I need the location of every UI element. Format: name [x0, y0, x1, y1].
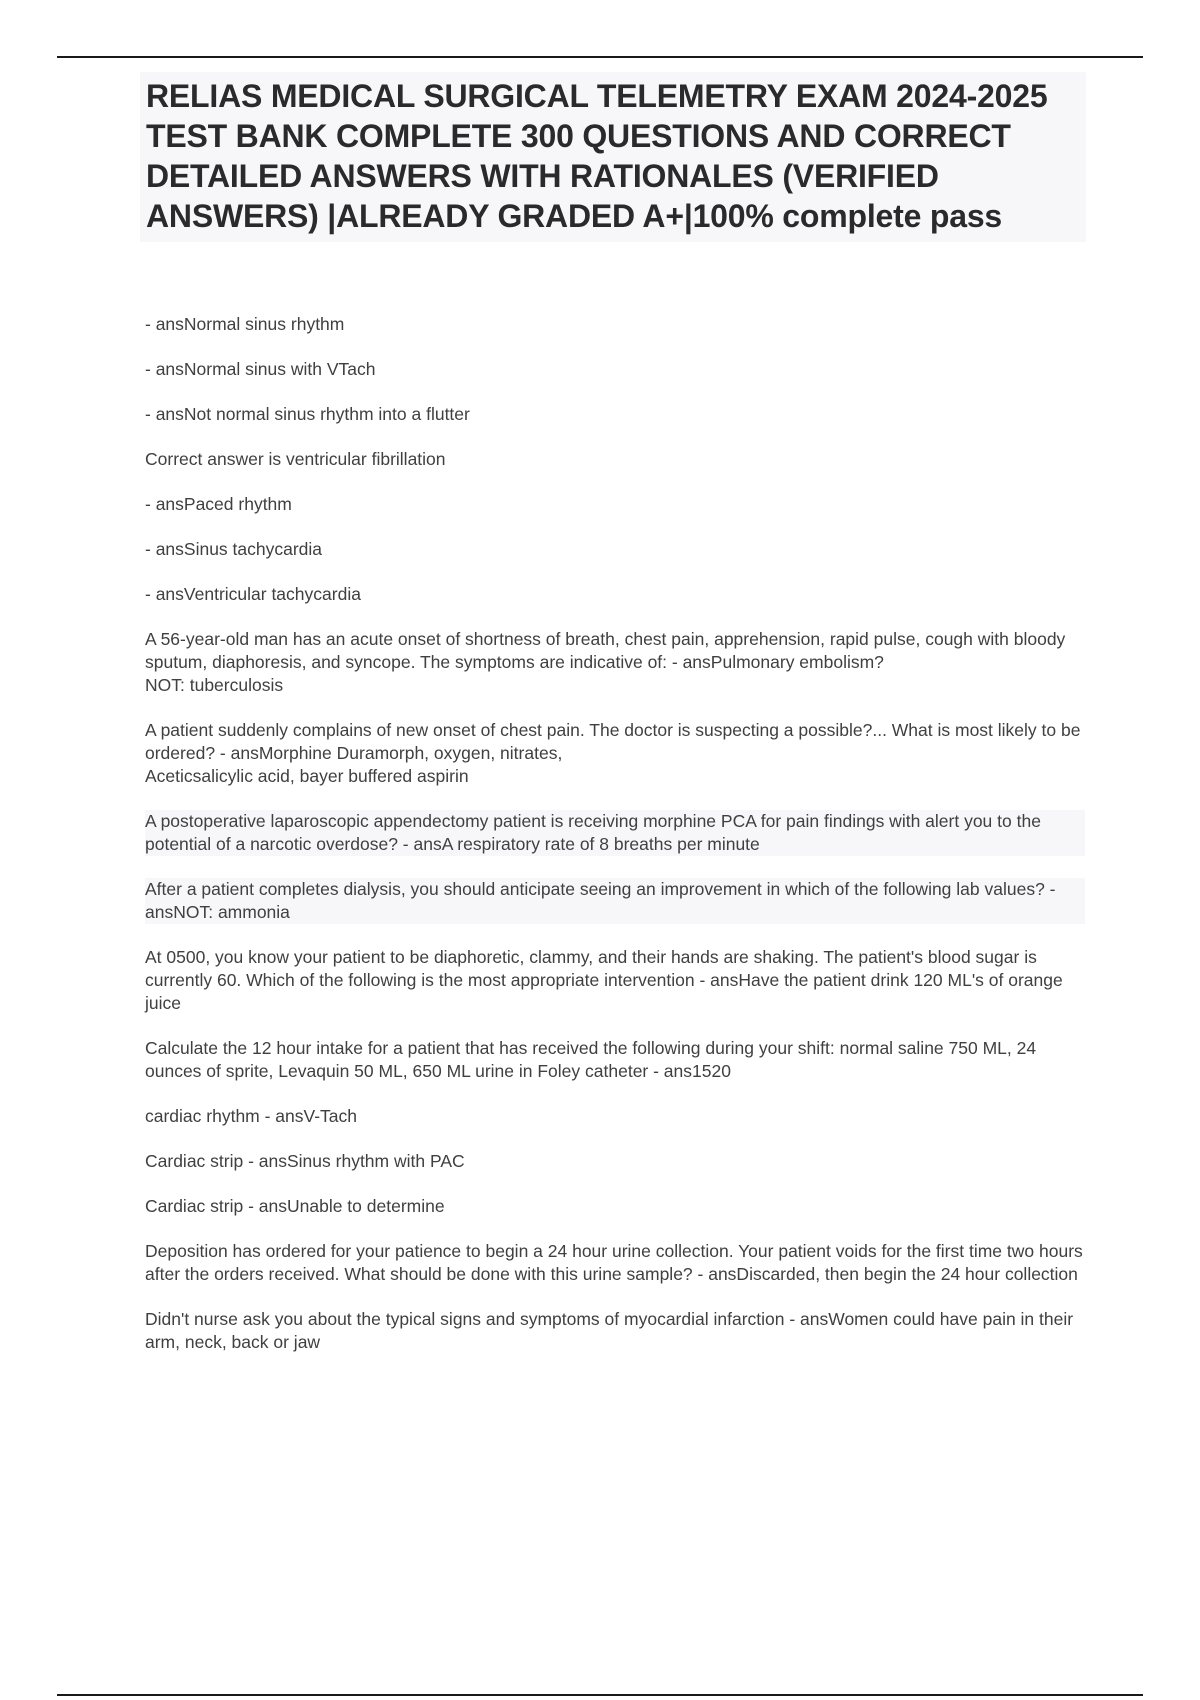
bottom-rule	[57, 1694, 1143, 1696]
qa-list	[145, 313, 1085, 1376]
qa-entry-14: cardiac rhythm - ansV-Tach	[145, 1106, 358, 1126]
qa-entry-3: - ansNot normal sinus rhythm into a flutter	[145, 404, 470, 424]
qa-entry-6: - ansSinus tachycardia	[145, 539, 323, 559]
qa-entry-7: - ansVentricular tachycardia	[145, 584, 361, 604]
qa-entry-4: Correct answer is ventricular fibrillation	[145, 449, 446, 469]
qa-entry-8: A 56-year-old man has an acute onset of shortness of breath, chest pain, apprehension, rapid pulse, cough with bloody sputum, diaphoresis, and syncope. The symptoms are indicative of: - ansPulmonary embolism? NOT: tuberculosis	[145, 629, 1066, 695]
document-title: RELIAS MEDICAL SURGICAL TELEMETRY EXAM 2024-2025 TEST BANK COMPLETE 300 QUESTIONS AND CORRECT DETAILED ANSWERS WITH RATIONALES (VERIFIED ANSWERS) |ALREADY GRADED A+|100% complete pass	[146, 78, 1048, 234]
qa-entry-9: A patient suddenly complains of new onset of chest pain. The doctor is suspecting a possible?... What is most likely to be ordered? - ansMorphine Duramorph, oxygen, nitrates, Aceticsalicylic acid, bayer buffered aspirin	[145, 720, 1081, 786]
qa-entry-10: A postoperative laparoscopic appendectomy patient is receiving morphine PCA for pain findings with alert you to the potential of a narcotic overdose? - ansA respiratory rate of 8 breaths per minute	[145, 810, 1085, 856]
qa-entry-11: After a patient completes dialysis, you should anticipate seeing an improvement in which of the following lab values? - ansNOT: ammonia	[145, 878, 1085, 924]
top-rule	[57, 56, 1143, 58]
title-block	[140, 72, 1086, 242]
qa-entry-16: Cardiac strip - ansUnable to determine	[145, 1196, 445, 1216]
qa-entry-17: Deposition has ordered for your patience to begin a 24 hour urine collection. Your patient voids for the first time two hours after the orders received. What should be done with this urine sample? - ansDiscarded, then begin the 24 hour collection	[145, 1241, 1083, 1284]
qa-entry-1: - ansNormal sinus rhythm	[145, 314, 345, 334]
qa-entry-5: - ansPaced rhythm	[145, 494, 292, 514]
qa-entry-18: Didn't nurse ask you about the typical signs and symptoms of myocardial infarction - ansWomen could have pain in their arm, neck, back or jaw	[145, 1309, 1074, 1352]
qa-entry-2: - ansNormal sinus with VTach	[145, 359, 376, 379]
qa-entry-12: At 0500, you know your patient to be diaphoretic, clammy, and their hands are shaking. The patient's blood sugar is currently 60. Which of the following is the most appropriate intervention - ansHave the patient drink 120 ML's of orange juice	[145, 947, 1063, 1013]
qa-entry-15: Cardiac strip - ansSinus rhythm with PAC	[145, 1151, 465, 1171]
qa-entry-13: Calculate the 12 hour intake for a patient that has received the following during your shift: normal saline 750 ML, 24 ounces of sprite, Levaquin 50 ML, 650 ML urine in Foley catheter - ans1520	[145, 1038, 1037, 1081]
